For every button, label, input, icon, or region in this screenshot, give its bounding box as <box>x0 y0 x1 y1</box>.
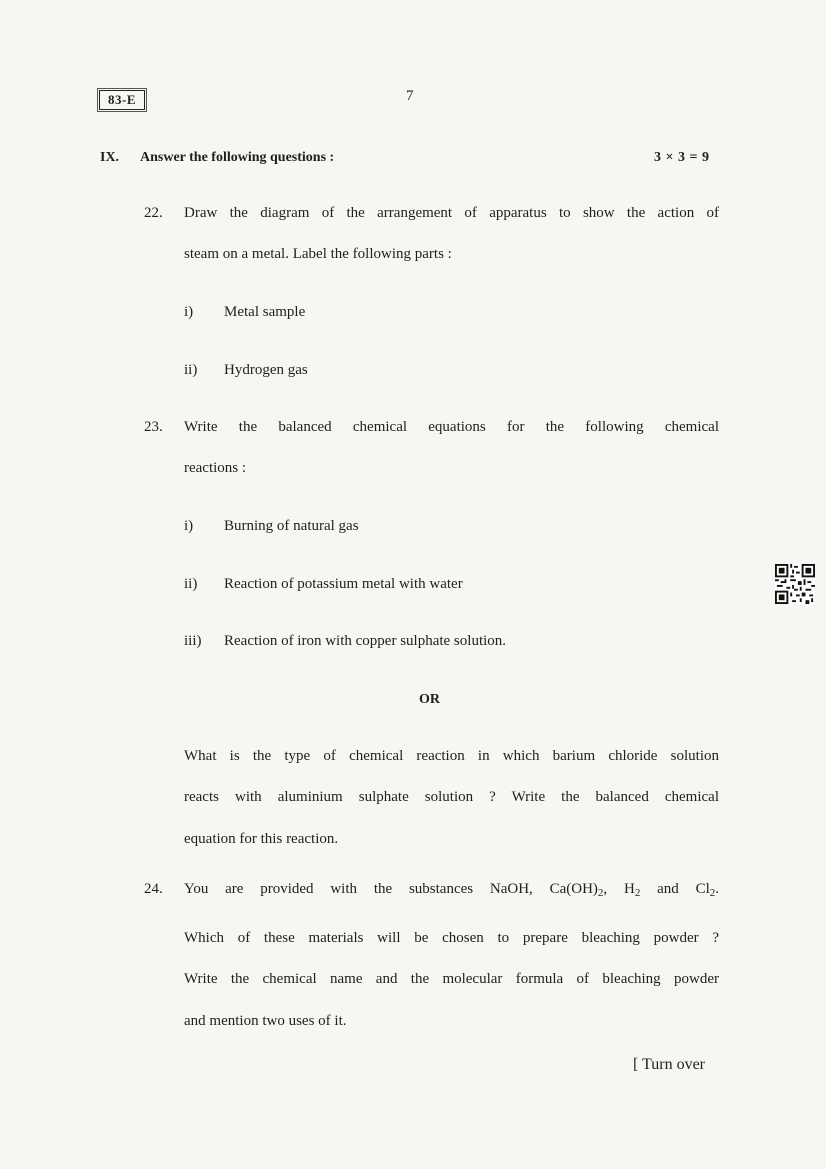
q23-alt-line-3: equation for this reaction. <box>184 831 339 847</box>
q23-text-line-2: reactions : <box>184 460 247 476</box>
q23-alt-line-1: What is the type of chemical reaction in which barium chloride solution <box>184 748 719 764</box>
paper-code: 83-E <box>99 90 145 110</box>
q24-text-line-3: Write the chemical name and the molecular formula of bleaching powder <box>184 971 719 987</box>
q22-part-text: Hydrogen gas <box>224 362 308 378</box>
question-number-22: 22. <box>144 205 163 221</box>
q23-text-line-1: Write the balanced chemical equations for the following chemical <box>184 419 719 435</box>
q23-part-text: Reaction of potassium metal with water <box>224 576 463 592</box>
turn-over-note: [ Turn over <box>633 1056 706 1073</box>
subscript: 2 <box>709 887 716 899</box>
subscript: 2 <box>634 887 641 899</box>
q22-text-line-1: Draw the diagram of the arrangement of apparatus to show the action of <box>184 205 719 221</box>
q24-line1-part-c: and Cl <box>640 881 710 897</box>
q22-part-label: i) <box>184 304 194 320</box>
q23-part-label: ii) <box>184 576 198 592</box>
qr-code-icon <box>775 564 815 604</box>
q22-part-label: ii) <box>184 362 198 378</box>
q22-part-text: Metal sample <box>224 304 306 320</box>
q24-text-line-2: Which of these materials will be chosen to prepare bleaching powder ? <box>184 930 719 946</box>
question-number-24: 24. <box>144 881 163 897</box>
q24-line1-part-b: , H <box>603 881 635 897</box>
q24-line1-part-a: You are provided with the substances NaOH, Ca(OH) <box>184 881 598 897</box>
q24-line1-part-d: . <box>715 881 719 897</box>
q23-alt-line-2: reacts with aluminium sulphate solution ? Write the balanced chemical <box>184 789 719 805</box>
q23-part-text: Reaction of iron with copper sulphate solution. <box>224 633 507 649</box>
or-separator: OR <box>419 692 440 707</box>
q22-text-line-2: steam on a metal. Label the following parts : <box>184 246 452 262</box>
subscript: 2 <box>597 887 604 899</box>
question-number-23: 23. <box>144 419 163 435</box>
section-title: Answer the following questions : <box>140 150 335 165</box>
section-number: IX. <box>100 150 120 165</box>
q24-text-line-4: and mention two uses of it. <box>184 1013 347 1029</box>
q23-part-label: iii) <box>184 633 202 649</box>
q24-text-line-1 <box>184 881 719 898</box>
q23-part-text: Burning of natural gas <box>224 518 359 534</box>
section-marks: 3 × 3 = 9 <box>654 150 709 165</box>
page-number: 7 <box>406 88 414 104</box>
q23-part-label: i) <box>184 518 194 534</box>
